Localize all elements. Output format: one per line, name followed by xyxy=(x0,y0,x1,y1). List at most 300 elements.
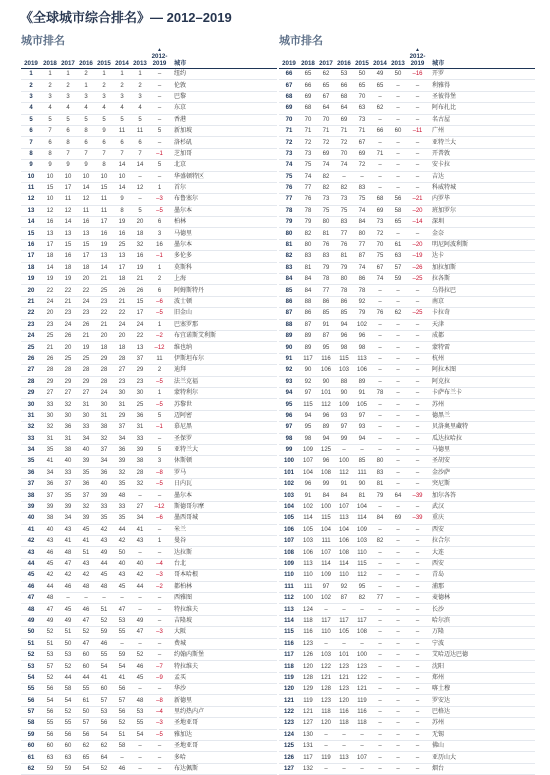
rank-2013: – xyxy=(396,766,400,773)
table-row xyxy=(279,80,535,91)
rank-2017: 6 xyxy=(66,128,70,135)
city-name: 无锡 xyxy=(432,731,445,738)
rank-2019: 58 xyxy=(27,720,35,727)
rank-2014: – xyxy=(378,344,382,351)
city-name: 西雅图 xyxy=(174,595,193,602)
rank-2013: 32 xyxy=(136,242,144,249)
rank-2014: – xyxy=(378,720,382,727)
rank-2017: 63 xyxy=(64,754,72,761)
city-name: 休斯顿 xyxy=(174,458,193,465)
table-header xyxy=(279,49,535,69)
rank-change: –25 xyxy=(412,310,423,317)
rank-2019: 69 xyxy=(285,105,293,112)
rank-2013: – xyxy=(396,116,400,123)
rank-2019: 41 xyxy=(27,526,35,533)
rank-2013: – xyxy=(396,663,400,670)
rank-2014: – xyxy=(378,424,382,431)
rank-2014: 81 xyxy=(376,481,384,488)
rank-2018: 45 xyxy=(46,560,54,567)
rank-2016: 123 xyxy=(338,663,349,670)
rank-2019: 31 xyxy=(27,412,35,419)
table-row xyxy=(21,251,277,262)
city-name: 阿布扎比 xyxy=(432,105,457,112)
table-row xyxy=(21,422,277,433)
city-name: 武汉 xyxy=(432,504,445,511)
city-name: 乌得拉巴 xyxy=(432,287,457,294)
rank-2015: 45 xyxy=(100,572,108,579)
table-row xyxy=(21,695,277,706)
rank-2015: 63 xyxy=(358,105,366,112)
rank-2013: 29 xyxy=(136,367,144,374)
rank-change: – xyxy=(415,82,420,89)
rank-2016: 42 xyxy=(82,572,90,579)
rank-2017: 100 xyxy=(320,504,331,511)
rank-2016: 36 xyxy=(82,481,90,488)
rank-2015: 51 xyxy=(100,606,108,613)
rank-2018: 115 xyxy=(303,401,313,408)
rank-2014: 1 xyxy=(120,71,124,78)
rank-2014: – xyxy=(378,139,382,146)
rank-2018: 84 xyxy=(304,276,312,283)
city-name: 新德里 xyxy=(174,697,193,704)
rank-2014: 49 xyxy=(376,71,384,78)
rank-2016: 66 xyxy=(340,82,348,89)
column-header-2015: 2015 xyxy=(97,60,111,67)
table-row xyxy=(279,604,535,615)
rank-2018: 78 xyxy=(304,207,312,214)
table-row xyxy=(279,730,535,741)
rank-2018: 88 xyxy=(304,299,312,305)
rank-2019: 14 xyxy=(27,219,35,226)
rank-2015: 62 xyxy=(100,743,108,750)
rank-change: – xyxy=(415,549,420,556)
rank-2014: 14 xyxy=(118,185,126,192)
rank-2019: 103 xyxy=(283,492,294,499)
rank-2015: 85 xyxy=(358,458,366,465)
city-name: 多伦多 xyxy=(174,253,193,260)
table-row xyxy=(279,228,535,239)
rank-2018: 55 xyxy=(46,720,54,727)
rank-2014: 16 xyxy=(118,230,126,237)
rank-2015: 6 xyxy=(102,139,106,146)
rank-2017: 43 xyxy=(64,526,72,533)
rank-2018: 14 xyxy=(46,264,54,271)
rank-2016: 44 xyxy=(82,674,90,681)
rank-2013: – xyxy=(396,504,400,511)
rank-change: –4 xyxy=(156,709,163,716)
rank-2014: 11 xyxy=(118,128,126,135)
rank-2019: 71 xyxy=(285,128,293,135)
rank-2014: – xyxy=(378,652,382,659)
city-name: 达卡 xyxy=(432,253,445,260)
rank-2016: 78 xyxy=(340,287,348,294)
rank-change: 5 xyxy=(157,162,162,169)
city-name: 烟台 xyxy=(432,766,445,773)
table-body xyxy=(279,69,535,775)
rank-2014: 28 xyxy=(118,355,126,362)
rank-2014: – xyxy=(378,572,382,579)
rank-2014: 9 xyxy=(120,196,124,203)
rank-2018: 19 xyxy=(46,276,54,283)
rank-2016: 13 xyxy=(82,230,90,237)
rank-2019: 28 xyxy=(27,378,35,385)
city-name: 波士顿 xyxy=(174,299,193,305)
rank-2014: 40 xyxy=(118,560,126,567)
rank-2019: 10 xyxy=(27,173,35,180)
rank-2016: 8 xyxy=(84,128,88,135)
table-row xyxy=(279,616,535,627)
rank-2016: 104 xyxy=(338,526,349,533)
rank-2016: 71 xyxy=(340,128,348,135)
rank-2018: 51 xyxy=(46,640,54,647)
rank-2019: 44 xyxy=(27,560,35,567)
rank-2014: 18 xyxy=(118,344,126,351)
city-name: 长沙 xyxy=(432,606,445,613)
rank-2015: 69 xyxy=(358,150,366,157)
city-name: 米兰 xyxy=(174,526,187,533)
rank-2015: 18 xyxy=(100,344,108,351)
rank-2016: 79 xyxy=(340,264,348,271)
rank-2018: 123 xyxy=(302,640,313,647)
rank-2018: 54 xyxy=(46,697,54,704)
rank-2016: 21 xyxy=(82,333,90,340)
rank-2017: 80 xyxy=(322,219,330,226)
rank-2013: – xyxy=(396,674,400,681)
rank-2015: 72 xyxy=(358,162,366,169)
rank-change: –4 xyxy=(156,560,163,567)
rank-2013: 15 xyxy=(136,299,144,305)
rank-2014: 47 xyxy=(118,606,126,613)
table-row xyxy=(279,206,535,217)
rank-2017: 116 xyxy=(321,355,331,362)
city-name: 布达佩斯 xyxy=(174,766,199,773)
rank-2016: 41 xyxy=(82,538,90,545)
city-name: 费城 xyxy=(174,640,187,647)
rank-2019: 43 xyxy=(27,549,35,556)
rank-2018: 59 xyxy=(46,766,54,773)
table-row xyxy=(21,285,277,296)
rank-2017: 54 xyxy=(64,697,72,704)
table-row xyxy=(21,673,277,684)
rank-2018: 65 xyxy=(304,71,312,78)
table-row xyxy=(21,342,277,353)
city-name: 加拉加斯 xyxy=(432,264,457,271)
city-name: 伦敦 xyxy=(174,82,187,89)
rank-2016: 29 xyxy=(82,378,90,385)
rank-2013: 25 xyxy=(136,401,144,408)
rank-2014: 75 xyxy=(376,253,384,260)
rank-2018: 100 xyxy=(302,595,313,602)
rank-2015: 89 xyxy=(358,378,366,385)
rank-change: – xyxy=(415,447,420,454)
rank-2017: 42 xyxy=(64,572,72,579)
rank-2018: 27 xyxy=(46,390,54,397)
rank-change: – xyxy=(157,743,162,750)
rank-2019: 25 xyxy=(27,344,35,351)
rank-2018: 66 xyxy=(304,82,312,89)
rank-2017: 94 xyxy=(322,435,330,442)
rank-2019: 106 xyxy=(283,526,294,533)
rank-2018: 44 xyxy=(46,583,54,590)
rank-2015: 123 xyxy=(356,663,367,670)
rank-2013: 59 xyxy=(394,276,402,283)
rank-2015: 44 xyxy=(100,560,108,567)
table-row xyxy=(279,559,535,570)
rank-2016: 65 xyxy=(82,754,90,761)
rank-change: – xyxy=(415,652,420,659)
rank-2015: 30 xyxy=(100,401,108,408)
rank-2013: – xyxy=(138,743,142,750)
table-row xyxy=(21,468,277,479)
rank-2018: 79 xyxy=(304,219,312,226)
rank-2019: 72 xyxy=(285,139,293,146)
rank-2013: 21 xyxy=(136,276,144,283)
rank-2013: 27 xyxy=(136,504,144,511)
rank-2018: 121 xyxy=(302,709,313,716)
rank-2018: 4 xyxy=(48,105,52,112)
city-name: 巴格达 xyxy=(432,709,451,716)
table-row xyxy=(21,490,277,501)
rank-2017: 32 xyxy=(64,401,72,408)
rank-2017: 36 xyxy=(64,424,72,431)
city-name: 麦德林 xyxy=(432,595,451,602)
rank-2015: 55 xyxy=(100,652,108,659)
city-name: 德黑兰 xyxy=(432,412,451,419)
rank-2015: 70 xyxy=(358,93,366,100)
rank-2017: 76 xyxy=(322,242,330,249)
rank-2017: 125 xyxy=(320,447,331,454)
column-header-2019: 2019 xyxy=(24,60,38,67)
rank-2019: 55 xyxy=(27,686,35,693)
rank-2017: 118 xyxy=(321,709,331,716)
city-name: 维也纳 xyxy=(174,344,193,351)
rank-2019: 24 xyxy=(27,333,35,340)
rank-2016: 74 xyxy=(340,162,348,169)
table-row xyxy=(279,468,535,479)
city-name: 西安 xyxy=(432,526,445,533)
table-row xyxy=(279,126,535,137)
rank-2019: 50 xyxy=(27,629,35,636)
rank-change: – xyxy=(157,595,162,602)
table-row xyxy=(279,308,535,319)
rank-2017: 53 xyxy=(64,652,72,659)
rank-2013: 7 xyxy=(138,150,142,157)
rank-change: –1 xyxy=(156,253,163,260)
rank-2017: 40 xyxy=(64,458,72,465)
rank-2013: – xyxy=(396,481,400,488)
rank-2014: – xyxy=(378,526,382,533)
rank-2015: 64 xyxy=(100,754,108,761)
rank-2016: 27 xyxy=(82,390,90,397)
table-row xyxy=(21,103,277,114)
rank-2019: 118 xyxy=(284,663,294,670)
rank-change: – xyxy=(415,287,420,294)
rank-2014: 13 xyxy=(118,253,126,260)
rank-2015: 93 xyxy=(358,424,366,431)
rank-2019: 19 xyxy=(27,276,35,283)
rank-2016: – xyxy=(84,595,88,602)
city-name: 阿克拉 xyxy=(432,378,451,385)
rank-2017: 95 xyxy=(322,344,330,351)
table-row xyxy=(279,115,535,126)
rank-2014: 21 xyxy=(118,299,126,305)
rank-2019: 94 xyxy=(285,390,293,397)
column-header-change xyxy=(149,48,170,67)
city-name: 西安 xyxy=(432,560,445,567)
rank-2018: 107 xyxy=(302,458,313,465)
rank-2017: 14 xyxy=(64,219,72,226)
table-row xyxy=(21,194,277,205)
rank-2014: 78 xyxy=(376,390,384,397)
rank-2017: – xyxy=(324,743,328,750)
rank-2018: 30 xyxy=(46,412,54,419)
rank-2016: – xyxy=(342,173,346,180)
rank-2017: 79 xyxy=(322,264,330,271)
rank-2017: – xyxy=(66,595,70,602)
rank-2018: 52 xyxy=(46,674,54,681)
rank-2014: 10 xyxy=(118,173,126,180)
table-row xyxy=(21,764,277,775)
rank-2019: 52 xyxy=(27,652,35,659)
rank-2015: 79 xyxy=(358,310,366,317)
table-row xyxy=(279,331,535,342)
rank-2013: – xyxy=(396,458,400,465)
rank-2013: 36 xyxy=(136,412,144,419)
rank-2019: 101 xyxy=(283,469,294,476)
rank-2016: 88 xyxy=(340,378,348,385)
rank-2018: 77 xyxy=(304,185,312,192)
rank-2018: 17 xyxy=(46,242,54,249)
rank-2018: 2 xyxy=(48,82,52,89)
rank-2015: 11 xyxy=(100,207,108,214)
table-row xyxy=(21,137,277,148)
rank-2017: 75 xyxy=(322,207,330,214)
rank-2017: 73 xyxy=(322,196,330,203)
city-name: 名古屋 xyxy=(432,116,451,123)
rank-2014: – xyxy=(378,731,382,738)
rank-2015: 111 xyxy=(357,469,367,476)
rank-2018: 71 xyxy=(304,128,312,135)
city-name: 华沙 xyxy=(174,686,187,693)
rank-2013: – xyxy=(396,754,400,761)
rank-2015: 59 xyxy=(100,629,108,636)
rank-2017: 33 xyxy=(64,469,72,476)
rank-2014: 30 xyxy=(118,390,126,397)
rank-2014: 53 xyxy=(118,617,126,624)
rank-2017: 97 xyxy=(322,583,330,590)
rank-2017: 96 xyxy=(322,412,330,419)
city-name: 万隆 xyxy=(432,629,445,636)
rank-2013: – xyxy=(396,412,400,419)
rank-2013: 14 xyxy=(136,162,144,169)
rank-2014: 56 xyxy=(118,686,126,693)
rank-2014: – xyxy=(378,401,382,408)
rank-2016: 52 xyxy=(82,629,90,636)
rank-2018: 114 xyxy=(303,515,313,522)
rank-2018: 96 xyxy=(304,481,312,488)
rank-2013: – xyxy=(396,709,400,716)
ranking-table-left xyxy=(21,34,277,775)
city-name: 亚特兰大 xyxy=(174,447,199,454)
rank-2019: 90 xyxy=(285,344,293,351)
rank-2018: 13 xyxy=(46,230,54,237)
rank-2015: 15 xyxy=(100,185,108,192)
table-row xyxy=(21,479,277,490)
column-header-2018: 2018 xyxy=(301,60,315,67)
city-name: 贝洛奥里藏特 xyxy=(432,424,469,431)
rank-2018: 28 xyxy=(46,367,54,374)
rank-change: – xyxy=(415,299,420,305)
rank-2013: – xyxy=(396,378,400,385)
rank-2016: 15 xyxy=(82,242,90,249)
city-name: 墨西哥城 xyxy=(174,515,199,522)
rank-2018: 53 xyxy=(46,652,54,659)
table-row xyxy=(21,582,277,593)
rank-2018: 23 xyxy=(46,321,54,328)
rank-2013: 19 xyxy=(136,264,144,271)
rank-2017: 17 xyxy=(64,185,72,192)
rank-2015: 95 xyxy=(358,583,366,590)
table-row xyxy=(21,331,277,342)
rank-change: 1 xyxy=(157,321,162,328)
table-row xyxy=(279,684,535,695)
city-name: 金奈 xyxy=(432,230,445,237)
rank-2019: 54 xyxy=(27,674,35,681)
rank-2018: 6 xyxy=(48,139,52,146)
rank-2017: 22 xyxy=(64,287,72,294)
city-name: 成都 xyxy=(432,333,445,340)
rank-2018: 127 xyxy=(302,720,313,727)
rank-2018: 40 xyxy=(46,526,54,533)
rank-change: – xyxy=(157,492,162,499)
city-name: 深圳 xyxy=(432,219,445,226)
rank-2016: 48 xyxy=(82,583,90,590)
rank-2018: 31 xyxy=(46,435,54,442)
rank-2013: – xyxy=(396,595,400,602)
rank-2017: 38 xyxy=(64,447,72,454)
rank-2016: 96 xyxy=(340,333,348,340)
rank-2017: 114 xyxy=(321,560,331,567)
rank-2017: 27 xyxy=(64,390,72,397)
rank-2015: 77 xyxy=(358,242,366,249)
rank-2015: – xyxy=(360,743,364,750)
rank-2017: 84 xyxy=(322,492,330,499)
rank-2016: – xyxy=(342,731,346,738)
rank-2014: – xyxy=(378,663,382,670)
rank-2019: 112 xyxy=(284,595,294,602)
rank-2013: 18 xyxy=(136,230,144,237)
table-row xyxy=(279,650,535,661)
rank-2019: 67 xyxy=(285,82,293,89)
rank-2019: 82 xyxy=(285,253,293,260)
rank-2016: 37 xyxy=(82,492,90,499)
rank-2019: 77 xyxy=(285,196,293,203)
rank-change: – xyxy=(415,583,420,590)
city-name: 达拉斯 xyxy=(174,549,193,556)
rank-2014: 20 xyxy=(118,333,126,340)
rank-change: – xyxy=(415,606,420,613)
rank-2015: 109 xyxy=(356,526,367,533)
rank-2019: 13 xyxy=(27,207,35,214)
rank-2019: 57 xyxy=(27,709,35,716)
rank-2016: 33 xyxy=(82,424,90,431)
rank-2017: 39 xyxy=(64,504,72,511)
rank-2014: 69 xyxy=(376,207,384,214)
rank-2016: 64 xyxy=(340,105,348,112)
table-row xyxy=(279,513,535,524)
rank-2019: 105 xyxy=(283,515,294,522)
rank-2014: – xyxy=(378,617,382,624)
